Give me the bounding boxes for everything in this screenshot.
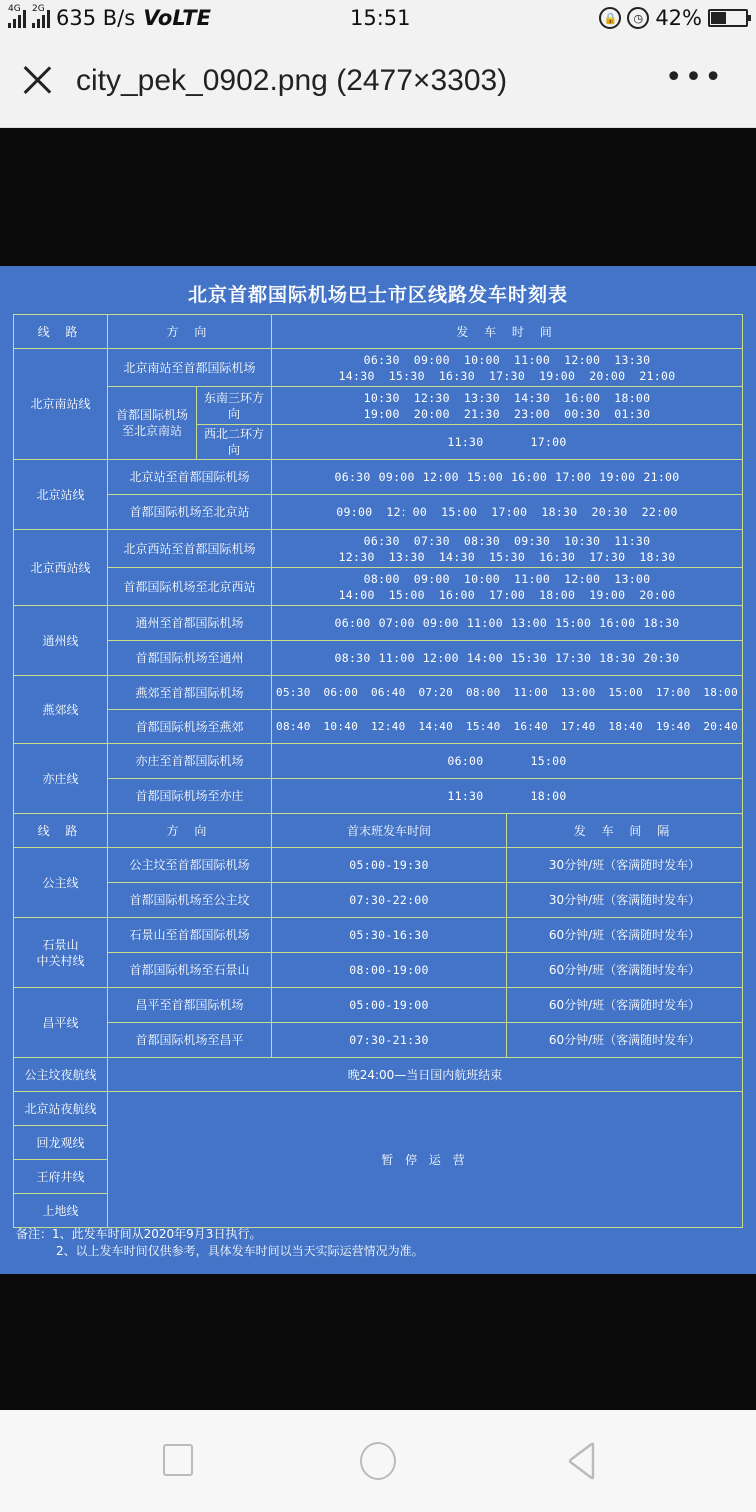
table-row	[14, 883, 743, 918]
notes	[16, 1226, 424, 1260]
first-last-time: 08:00-19:00	[272, 953, 507, 988]
table-row	[14, 606, 743, 641]
note-1: 备注：1、此发车时间从2020年9月3日执行。	[16, 1227, 262, 1241]
alarm-icon: ◷	[627, 7, 649, 29]
table-row	[14, 1058, 743, 1092]
header-row	[14, 814, 743, 848]
header-route: 线 路	[14, 315, 108, 349]
home-icon[interactable]	[360, 1442, 396, 1480]
header-times: 发 车 时 间	[272, 315, 743, 349]
file-title: city_pek_0902.png (2477×3303)	[76, 64, 508, 97]
direction: 首都国际机场至北京南站	[108, 387, 197, 460]
header-interval: 发 车 间 隔	[507, 814, 743, 848]
route-name: 石景山 中关村线	[14, 918, 108, 988]
route-name: 亦庄线	[14, 744, 108, 814]
table-row	[14, 568, 743, 606]
signal-2g-icon: 2G	[32, 8, 50, 28]
table-row	[14, 779, 743, 814]
table-row	[14, 953, 743, 988]
departure-times: 06:00 07:00 09:00 11:00 13:00 15:00 16:00 18:30	[272, 606, 743, 641]
first-last-time: 05:30-16:30	[272, 918, 507, 953]
table-row	[14, 1092, 743, 1126]
clock: 15:51	[350, 6, 411, 30]
route-name: 燕郊线	[14, 676, 108, 744]
departure-times: 10:30 12:30 13:30 14:30 16:00 18:00 19:00 20:00 21:30 23:00 00:30 01:30	[272, 387, 743, 425]
sub-direction: 东南三环方向	[197, 387, 272, 425]
direction: 首都国际机场至亦庄	[108, 779, 272, 814]
timetable-image	[0, 266, 756, 1274]
departure-times: 08:30 11:00 12:00 14:00 15:30 17:30 18:30 20:30	[272, 641, 743, 676]
service-hours: 晚24:00—当日国内航班结束	[108, 1058, 743, 1092]
battery-icon	[708, 9, 748, 27]
departure-times: 08:00 09:00 10:00 11:00 12:00 13:00 14:00 15:00 16:00 17:00 18:00 19:00 20:00	[272, 568, 743, 606]
route-name: 公主线	[14, 848, 108, 918]
route-name: 上地线	[14, 1194, 108, 1228]
interval: 30分钟/班（客满随时发车）	[507, 848, 743, 883]
direction: 公主坟至首都国际机场	[108, 848, 272, 883]
direction: 通州至首都国际机场	[108, 606, 272, 641]
route-name: 北京西站线	[14, 530, 108, 606]
departure-times: 11:30 17:00	[272, 425, 743, 460]
table-row	[14, 460, 743, 495]
table-row	[14, 641, 743, 676]
direction: 燕郊至首都国际机场	[108, 676, 272, 710]
route-name: 北京站夜航线	[14, 1092, 108, 1126]
route-name: 通州线	[14, 606, 108, 676]
table-row	[14, 988, 743, 1023]
route-name: 北京站线	[14, 460, 108, 530]
status-bar	[0, 0, 756, 40]
interval: 60分钟/班（客满随时发车）	[507, 1023, 743, 1058]
app-bar	[0, 40, 756, 128]
signal-4g-icon: 4G	[8, 8, 26, 28]
first-last-time: 07:30-21:30	[272, 1023, 507, 1058]
volte-indicator: VoLTE	[143, 6, 211, 30]
suspended-status: 暂 停 运 营	[108, 1092, 743, 1228]
direction: 首都国际机场至石景山	[108, 953, 272, 988]
timetable	[13, 314, 743, 1228]
route-name: 公主坟夜航线	[14, 1058, 108, 1092]
interval: 60分钟/班（客满随时发车）	[507, 918, 743, 953]
image-viewer[interactable]	[0, 128, 756, 1410]
table-row	[14, 848, 743, 883]
route-name: 回龙观线	[14, 1126, 108, 1160]
direction: 首都国际机场至北京西站	[108, 568, 272, 606]
departure-times: 11:30 18:00	[272, 779, 743, 814]
navigation-bar	[0, 1410, 756, 1512]
direction: 首都国际机场至燕郊	[108, 710, 272, 744]
departure-times: 06:30 07:30 08:30 09:30 10:30 11:30 12:30 13:30 14:30 15:30 16:30 17:30 18:30	[272, 530, 743, 568]
departure-times: 08:40 10:40 12:40 14:40 15:40 16:40 17:40 18:40 19:40 20:40	[272, 710, 743, 744]
header-direction: 方 向	[108, 315, 272, 349]
first-last-time: 05:00-19:30	[272, 848, 507, 883]
battery-percent: 42%	[655, 6, 702, 30]
network-speed: 635 B/s	[56, 6, 136, 30]
poster-title: 北京首都国际机场巴士市区线路发车时刻表	[187, 284, 568, 306]
departure-times: 06:00 15:00	[272, 744, 743, 779]
departure-times: 06:30 09:00 10:00 11:00 12:00 13:30 14:30 15:30 16:30 17:30 19:00 20:00 21:00	[272, 349, 743, 387]
departure-times: 09:00 12：00 15:00 17:00 18:30 20:30 22:00	[272, 495, 743, 530]
table-row	[14, 918, 743, 953]
direction: 北京西站至首都国际机场	[108, 530, 272, 568]
first-last-time: 07:30-22:00	[272, 883, 507, 918]
table-row	[14, 710, 743, 744]
route-name: 王府井线	[14, 1160, 108, 1194]
sub-direction: 西北二环方向	[197, 425, 272, 460]
table-row	[14, 676, 743, 710]
table-row	[14, 530, 743, 568]
direction: 首都国际机场至公主坟	[108, 883, 272, 918]
rotation-lock-icon: 🔒	[599, 7, 621, 29]
more-icon[interactable]: •••	[664, 60, 724, 95]
table-row	[14, 387, 743, 425]
back-icon[interactable]	[565, 1442, 601, 1480]
header-direction: 方 向	[108, 814, 272, 848]
direction: 亦庄至首都国际机场	[108, 744, 272, 779]
table-row	[14, 349, 743, 387]
close-icon[interactable]	[22, 64, 54, 96]
direction: 昌平至首都国际机场	[108, 988, 272, 1023]
route-name: 北京南站线	[14, 349, 108, 460]
direction: 北京站至首都国际机场	[108, 460, 272, 495]
direction: 石景山至首都国际机场	[108, 918, 272, 953]
interval: 60分钟/班（客满随时发车）	[507, 953, 743, 988]
interval: 30分钟/班（客满随时发车）	[507, 883, 743, 918]
direction: 首都国际机场至昌平	[108, 1023, 272, 1058]
note-2: 2、以上发车时间仅供参考，具体发车时间以当天实际运营情况为准。	[56, 1244, 424, 1258]
direction: 首都国际机场至通州	[108, 641, 272, 676]
first-last-time: 05:00-19:00	[272, 988, 507, 1023]
header-first-last: 首末班发车时间	[272, 814, 507, 848]
route-name: 昌平线	[14, 988, 108, 1058]
departure-times: 06:30 09:00 12:00 15:00 16:00 17:00 19:00 21:00	[272, 460, 743, 495]
interval: 60分钟/班（客满随时发车）	[507, 988, 743, 1023]
direction: 北京南站至首都国际机场	[108, 349, 272, 387]
table-row	[14, 744, 743, 779]
header-route: 线 路	[14, 814, 108, 848]
recents-icon[interactable]	[163, 1444, 193, 1476]
header-row	[14, 315, 743, 349]
direction: 首都国际机场至北京站	[108, 495, 272, 530]
table-row	[14, 1023, 743, 1058]
departure-times: 05:30 06:00 06:40 07:20 08:00 11:00 13:00 15:00 17:00 18:00	[272, 676, 743, 710]
table-row	[14, 495, 743, 530]
